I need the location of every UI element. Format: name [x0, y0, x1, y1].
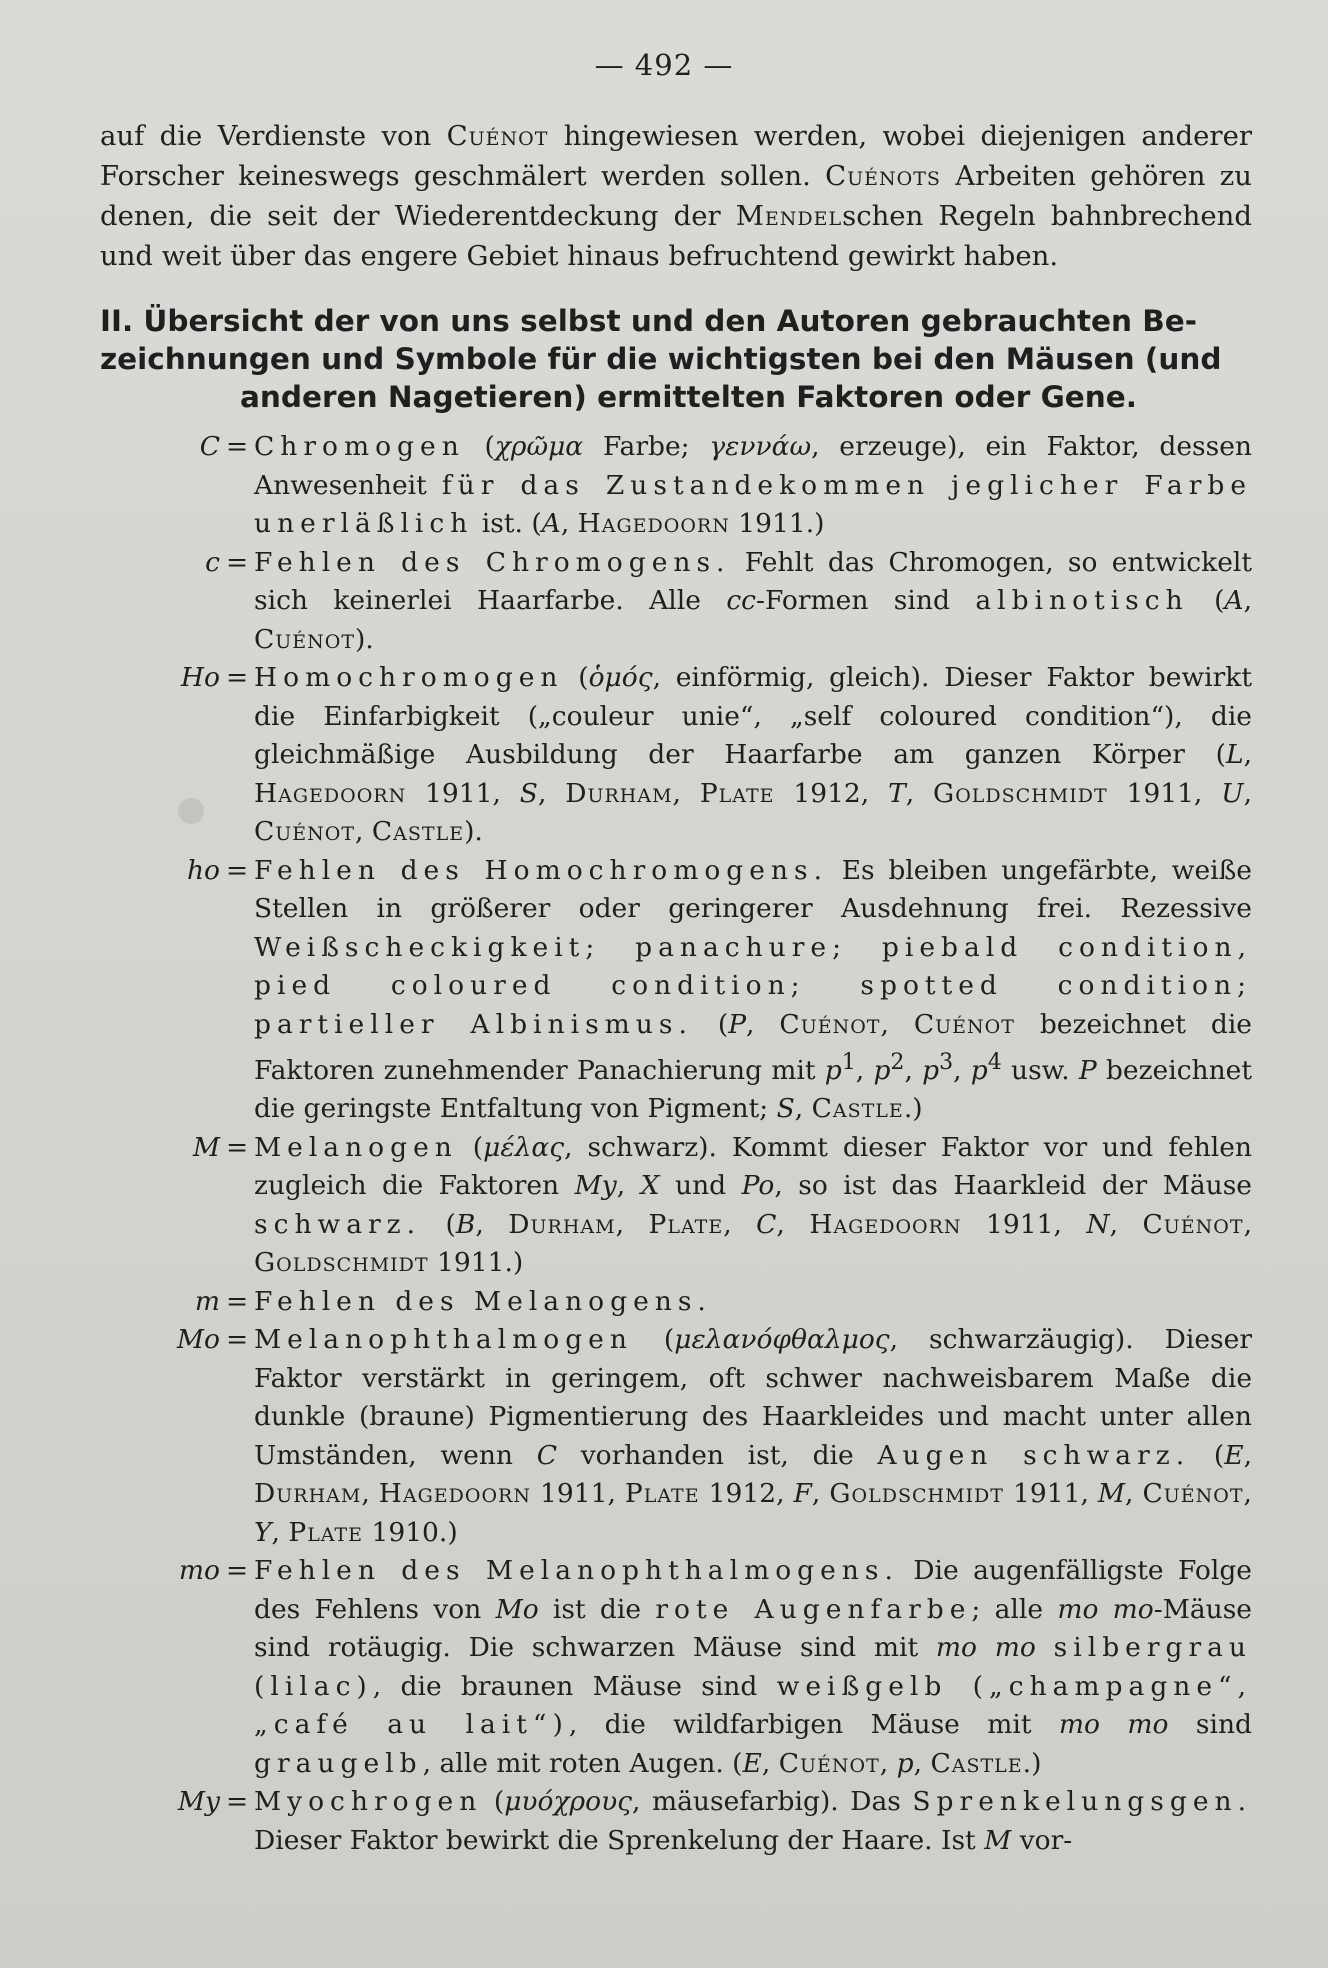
ref-letter: U [1221, 777, 1244, 809]
text: bezeichnet die Faktoren zunehmender Panachierung mit [254, 1008, 1252, 1086]
factor-entry-c [140, 544, 1252, 660]
author-name: Hagedoorn [577, 508, 730, 539]
factor-description [254, 544, 1252, 660]
text: , [271, 1516, 289, 1548]
symbol-text: p [922, 1054, 940, 1086]
symbol-text: C [536, 1439, 557, 1471]
spaced-text: Sprenkelungsgen. [912, 1786, 1252, 1818]
factor-entry-ho [140, 852, 1252, 1129]
text: 1912, [774, 777, 889, 809]
text: , [1243, 777, 1252, 809]
text: , [913, 1747, 931, 1779]
equals-sign: = [226, 431, 249, 462]
symbol-text: Po [741, 1170, 775, 1202]
spaced-text: weißgelb („champagne“, „café au lait“) [254, 1670, 1253, 1741]
factor-description [254, 852, 1252, 1129]
ref-letter: P [728, 1008, 747, 1040]
factor-entry-Mo [140, 1321, 1252, 1552]
equals-sign: = [226, 1555, 249, 1587]
text: , [879, 1747, 897, 1779]
ref-letter: A [1224, 585, 1244, 616]
text: , so ist das Haarkleid der Mäuse [774, 1170, 1252, 1202]
ref-letter: B [455, 1208, 476, 1240]
spaced-text: Augen schwarz. [877, 1439, 1191, 1471]
greek-word: γεννάω [709, 431, 812, 462]
intro-text: hingewiesen werden, wobei diejenigen anderer Forscher keineswegs geschmälert werden sollen. [100, 120, 1252, 192]
ref-letter: N [1086, 1208, 1110, 1240]
author-name: Cuénot [446, 120, 549, 152]
text: vorhanden ist, die [556, 1439, 878, 1471]
factor-symbol: Ho [180, 662, 220, 693]
ref-letter: A [541, 508, 561, 539]
text: ist die [538, 1593, 656, 1625]
text: , [616, 1170, 641, 1202]
intro-paragraph [100, 116, 1252, 276]
text: -Mäuse sind rotäugig. Die schwarzen Mäuse sind mit [254, 1593, 1252, 1664]
factor-entry-mo [140, 1552, 1252, 1783]
text: , [1243, 1478, 1252, 1510]
factor-term: Myochrogen [254, 1786, 483, 1818]
text: Dieser Faktor bewirkt die Sprenkelung der Haare. Ist [254, 1824, 985, 1856]
text: , schwarz). Kommt dieser Faktor vor und fehlen zugleich die Faktoren [254, 1131, 1253, 1202]
equals-sign: = [226, 1285, 249, 1317]
author-name: Plate [648, 1208, 724, 1240]
greek-word: μέλας [483, 1131, 565, 1163]
author-name: Cuénot [1142, 1478, 1244, 1510]
spaced-text: albinotisch [975, 585, 1189, 616]
ref-letter: M [1097, 1478, 1126, 1510]
author-name: Cuénot [254, 623, 356, 655]
text: 1911, [406, 777, 520, 809]
text: , [537, 777, 566, 809]
text: .) [903, 1093, 923, 1125]
symbol-text: p [873, 1054, 891, 1086]
text: 1911.) [729, 508, 825, 539]
factor-entry-Ho [140, 659, 1252, 852]
factor-term: Homochromogen [254, 662, 564, 693]
ref-letter: Y [254, 1516, 272, 1548]
text: 1912, [699, 1478, 794, 1510]
symbol-text: p [824, 1054, 842, 1086]
text: , [776, 1208, 810, 1240]
author-name: Plate [288, 1516, 364, 1548]
text: Fehlt das Chromogen, so entwickelt sich keinerlei Haarfarbe. Alle [254, 546, 1252, 616]
factor-entry-My [140, 1783, 1252, 1860]
symbol-text: p [970, 1054, 988, 1086]
superscript: 4 [987, 1050, 1002, 1075]
factor-description [254, 1283, 1252, 1322]
text: , [615, 1208, 649, 1240]
symbol-text: mo mo [1058, 1709, 1169, 1741]
superscript: 2 [890, 1050, 905, 1075]
text: , [672, 777, 700, 809]
symbol-text: mo mo [1057, 1593, 1154, 1625]
text: , die braunen Mäuse sind [372, 1670, 777, 1702]
section-heading [100, 302, 1252, 416]
heading-line: II. Übersicht der von uns selbst und den Autoren gebrauchten Be- [100, 304, 1197, 338]
text: ; alle [971, 1593, 1058, 1625]
equals-sign: = [226, 546, 249, 578]
text: ). [355, 623, 374, 655]
equals-sign: = [226, 1324, 249, 1356]
author-name: Hagedoorn [254, 777, 407, 809]
author-name: Cuénot [778, 1747, 880, 1779]
text: 1911, [961, 1208, 1087, 1240]
factor-list [140, 428, 1252, 1860]
text: ist. ( [473, 508, 542, 539]
heading-line: zeichnungen und Symbole für die wichtigsten bei den Mäusen (und [100, 342, 1222, 376]
author-name: Goldschmidt [933, 777, 1108, 809]
spaced-text: rote Augenfarbe [655, 1593, 972, 1625]
ref-letter: S [776, 1093, 795, 1125]
ref-letter: E [742, 1747, 762, 1779]
factor-symbol: m [194, 1285, 220, 1317]
text: , [475, 1208, 509, 1240]
text: ( [692, 1008, 729, 1040]
author-name: Castle [371, 816, 465, 847]
author-name: Plate [699, 777, 775, 809]
spaced-text: für das Zustandekommen jeglicher Farbe unerläßlich [254, 469, 1253, 539]
page-number: — 492 — [594, 48, 734, 82]
factor-symbol: c [205, 546, 220, 578]
factor-term: Chromogen [254, 431, 465, 462]
ref-letter: C [756, 1208, 777, 1240]
text: 1910.) [363, 1516, 458, 1548]
factor-description: Homochromogen (ὁμός, einförmig, gleich). Dieser Faktor bewirkt die Einfarbigkeit („couleur unie“, „self coloured condition“), die gleichmäßige Ausbildung der Haarfarbe am ganzen Körper (L, Hagedoorn 1911, S, Durham, Plate 1912, T, Goldschmidt 1911, U, Cuénot, Castle). [254, 662, 1252, 847]
text: Farbe; [583, 431, 710, 462]
factor-symbol: My [177, 1786, 220, 1818]
print-smudge [178, 798, 204, 824]
equals-sign: = [226, 854, 249, 886]
heading-line: anderen Nagetieren) ermittelten Faktoren oder Gene. [240, 380, 1138, 414]
text: , [855, 1054, 874, 1086]
text: , [560, 508, 578, 539]
author-name: Castle [811, 1093, 904, 1125]
text: -Formen sind [756, 585, 976, 616]
factor-entry-m [140, 1283, 1252, 1322]
author-name: Durham [508, 1208, 616, 1240]
text: usw. [1001, 1054, 1079, 1086]
text: und [659, 1170, 742, 1202]
factor-description [254, 1552, 1252, 1783]
text: .) [1022, 1747, 1042, 1779]
author-name: Hagedoorn [809, 1208, 962, 1240]
text: , [1243, 585, 1252, 616]
text: , [1109, 1208, 1143, 1240]
text: , die wildfarbigen Mäuse mit [568, 1709, 1059, 1741]
ref-letter: E [1224, 1439, 1244, 1471]
factor-term: Melanophthalmogen [254, 1324, 633, 1356]
author-name: Goldschmidt [829, 1478, 1004, 1510]
ref-letter: F [793, 1478, 812, 1510]
factor-description: Chromogen (χρῶμα Farbe; γεννάω, erzeuge), ein Faktor, dessen Anwesenheit für das Zustandekommen jeglicher Farbe unerläßlich ist. (A, Hagedoorn 1911.) [254, 431, 1253, 539]
equals-sign: = [226, 1131, 249, 1163]
factor-symbol: ho [186, 854, 220, 886]
text: , [1243, 1439, 1252, 1471]
text: bezeichnet die geringste Entfaltung von Pigment; [254, 1054, 1253, 1125]
factor-term: Fehlen des Chromogens. [254, 546, 731, 578]
text: , [723, 1208, 757, 1240]
text: sind [1168, 1709, 1253, 1741]
factor-term: Fehlen des Melanogens. [254, 1285, 712, 1317]
factor-entry-C [140, 428, 1252, 544]
spaced-text: schwarz. [254, 1208, 422, 1240]
author-name: Cuénot [254, 816, 356, 847]
intro-text: auf die Verdienste von [100, 120, 447, 152]
text: , [355, 816, 372, 847]
symbol-text: cc [726, 585, 757, 616]
symbol-text: X [640, 1170, 660, 1202]
text: 1911, [530, 1478, 625, 1510]
text: , [1243, 1208, 1252, 1240]
author-name: Durham [565, 777, 673, 809]
factor-term: Fehlen des Homochromogens. [254, 854, 829, 886]
factor-symbol: mo [178, 1555, 220, 1587]
text: , schwarzäugig). Dieser Faktor verstärkt in geringem, oft schwer nachweisbarem Maße die dunkle (braune) Pigmentierung des Haarkleides und macht unter allen Umständen, wenn [254, 1324, 1252, 1471]
text: , [761, 1747, 779, 1779]
intro-text: schen Regeln bahnbrechend und weit über das engere Gebiet hinaus befruchtend gewirkt haben. [100, 200, 1252, 272]
author-name: Durham [254, 1478, 362, 1510]
ref-letter: T [888, 777, 906, 809]
equals-sign: = [226, 662, 249, 693]
greek-word: χρῶμα [494, 431, 584, 462]
text: Es bleiben ungefärbte, weiße Stellen in größerer oder geringerer Ausdehnung frei. Rezessive [254, 854, 1252, 924]
text: vor- [1011, 1824, 1073, 1856]
text: , einförmig, gleich). Dieser Faktor bewirkt die Einfarbigkeit („couleur unie“, „self coloured condition“), die gleichmäßige Ausbildung der Haarfarbe am ganzen Körper ( [254, 662, 1252, 770]
equals-sign: = [226, 1786, 249, 1818]
text: , mäusefarbig). Das [632, 1786, 913, 1818]
ref-letter: L [1225, 739, 1244, 770]
text: 1911, [1003, 1478, 1098, 1510]
symbol-text: mo mo [935, 1632, 1036, 1664]
superscript: 3 [939, 1050, 954, 1075]
symbol-text: P [1078, 1054, 1097, 1086]
text: , [811, 1478, 830, 1510]
factor-description: Melanogen (μέλας, schwarz). Kommt dieser Faktor vor und fehlen zugleich die Faktoren My, X und Po, so ist das Haarkleid der Mäuse schwarz. (B, Durham, Plate, C, Hagedoorn 1911, N, Cuénot, Goldschmidt 1911.) [254, 1131, 1253, 1279]
text: ( [421, 1208, 456, 1240]
text: , [880, 1008, 914, 1040]
text: ( [1188, 585, 1225, 616]
factor-symbol: Mo [176, 1324, 220, 1356]
symbol-text: My [574, 1170, 617, 1202]
text: ). [464, 816, 483, 847]
text [1036, 1632, 1054, 1663]
text: 1911, [1107, 777, 1222, 809]
spaced-text: Weißscheckigkeit; panachure; piebald condition, pied coloured condition; spotted condition; partieller Albinismus. [254, 931, 1252, 1040]
text: 1911.) [428, 1247, 524, 1279]
text: , [794, 1093, 812, 1125]
author-name: Plate [624, 1478, 700, 1510]
author-name: Mendel [735, 200, 843, 232]
spaced-text: graugelb [254, 1747, 423, 1779]
factor-term: Fehlen des Melanophthalmogens. [254, 1555, 899, 1587]
author-name: Hagedoorn [378, 1478, 531, 1510]
text: ( [1190, 1439, 1225, 1471]
symbol-text: M [984, 1824, 1012, 1856]
intro-text: Arbeiten gehören zu denen, die seit der Wiederentdeckung der [100, 160, 1252, 232]
text: , [746, 1008, 780, 1040]
factor-symbol: M [192, 1131, 220, 1163]
text: , [361, 1478, 379, 1510]
text: , [953, 1054, 971, 1086]
spaced-text: silbergrau (lilac) [254, 1632, 1253, 1702]
text: Die augenfälligste Folge des Fehlens von [254, 1555, 1252, 1625]
greek-word: μυόχρους [504, 1786, 633, 1818]
text: , erzeuge), ein Faktor, dessen Anwesenheit [254, 431, 1253, 501]
factor-description: Myochrogen (μυόχρους, mäusefarbig). Das Sprenkelungsgen. Dieser Faktor bewirkt die Sprenkelung der Haare. Ist M vor- [254, 1786, 1252, 1856]
author-name: Goldschmidt [254, 1247, 429, 1279]
greek-word: μελανόφθαλμος [674, 1324, 890, 1356]
author-name: Cuénots [825, 160, 941, 192]
text: , [1125, 1478, 1143, 1510]
author-name: Cuénot [1142, 1208, 1244, 1240]
author-name: Cuénot [913, 1008, 1015, 1040]
factor-entry-M [140, 1129, 1252, 1283]
ref-letter: p [896, 1747, 914, 1779]
superscript: 1 [841, 1050, 856, 1075]
text: , [905, 777, 934, 809]
greek-word: ὁμός [588, 662, 653, 693]
symbol-text: Mo [495, 1593, 539, 1625]
ref-letter: S [519, 777, 538, 809]
factor-term: Melanogen [254, 1131, 458, 1163]
text: , alle mit roten Augen. ( [422, 1747, 743, 1779]
factor-symbol: C [199, 431, 220, 462]
factor-description: Melanophthalmogen (μελανόφθαλμος, schwarzäugig). Dieser Faktor verstärkt in geringem, oft schwer nachweisbarem Maße die dunkle (braune) Pigmentierung des Haarkleides und macht unter allen Umständen, wenn C vorhanden ist, die Augen schwarz. (E, Durham, Hagedoorn 1911, Plate 1912, F, Goldschmidt 1911, M, Cuénot, Y, Plate 1910.) [254, 1324, 1252, 1548]
author-name: Cuénot [779, 1008, 881, 1040]
author-name: Castle [930, 1747, 1023, 1779]
text: , [1243, 739, 1252, 770]
text: , [904, 1054, 923, 1086]
